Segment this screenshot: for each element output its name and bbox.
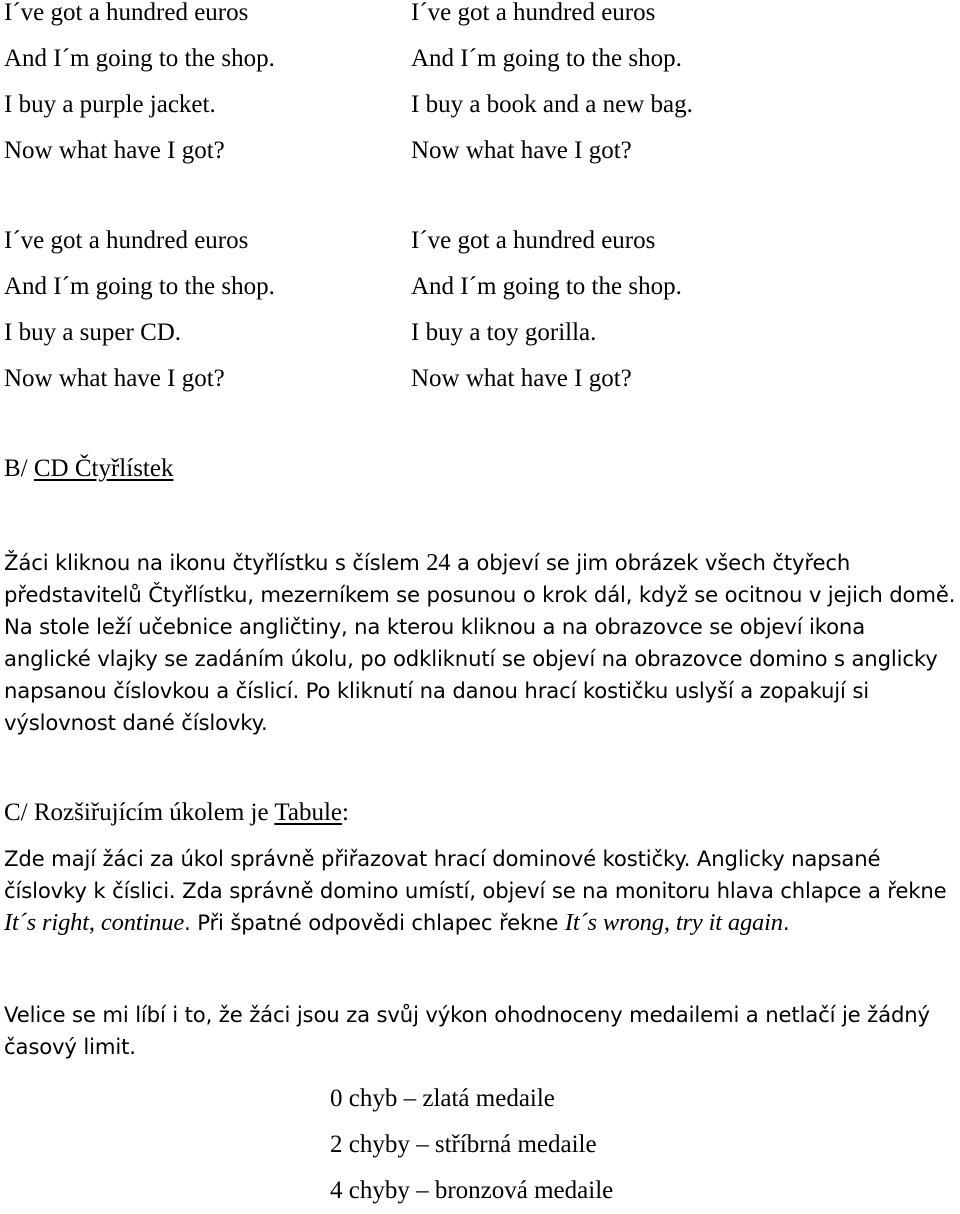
- section-c-text-c: .: [782, 910, 790, 935]
- poem-line: I buy a purple jacket.: [4, 91, 216, 118]
- poem-line: And I´m going to the shop.: [411, 273, 682, 300]
- poem-verse-2: [411, 0, 693, 174]
- poem-verse-3: [4, 218, 275, 402]
- medal-silver: 2 chyby – stříbrná medaile: [330, 1131, 597, 1158]
- section-b-text-a: Žáci kliknou na ikonu čtyřlístku s číslem: [4, 550, 427, 575]
- medal-bronze: 4 chyby – bronzová medaile: [330, 1177, 614, 1204]
- poem-line: Now what have I got?: [411, 365, 632, 392]
- poem-line: And I´m going to the shop.: [4, 273, 275, 300]
- poem-line: Now what have I got?: [4, 365, 225, 392]
- section-c-suffix: :: [342, 799, 349, 826]
- section-c-heading: [4, 798, 349, 828]
- poem-verse-4: [411, 218, 682, 402]
- section-c-paragraph: [4, 843, 956, 939]
- section-b-heading: [4, 454, 173, 484]
- poem-line: Now what have I got?: [411, 137, 632, 164]
- section-c-text-a: Zde mají žáci za úkol správně přiřazovat hrací dominové kostičky. Anglicky napsané číslovky k číslici. Zda správně domino umístí, objeví se na monitoru hlava chlapce a řekne: [4, 846, 947, 903]
- section-b-text-b: a objeví se jim obrázek všech čtyřech představitelů Čtyřlístku, mezerníkem se posunou o krok dál, když se ocitnou v jejich domě. Na stole leží učebnice angličtiny, na kterou kliknou a na obrazovce se objeví ikona anglické vlajky se zadáním úkolu, po odkliknutí se objeví na obrazovce domino s anglicky napsanou číslovkou a číslicí. Po kliknutí na danou hrací kostičku uslyší a zopakují si výslovnost dané číslovky.: [4, 550, 956, 735]
- poem-line: And I´m going to the shop.: [411, 45, 682, 72]
- poem-line: And I´m going to the shop.: [4, 45, 275, 72]
- section-b-prefix: B/: [4, 455, 34, 482]
- section-b-paragraph: [4, 547, 956, 739]
- poem-verse-1: [4, 0, 275, 174]
- section-b-title: CD Čtyřlístek: [33, 455, 174, 482]
- section-c-prefix: C/ Rozšiřujícím úkolem je: [4, 799, 275, 826]
- poem-line: I buy a super CD.: [4, 319, 182, 346]
- medal-list: [330, 1076, 613, 1214]
- poem-line: Now what have I got?: [4, 137, 225, 164]
- section-b-number: 24: [426, 549, 451, 576]
- poem-line: I´ve got a hundred euros: [411, 0, 656, 26]
- poem-line: I´ve got a hundred euros: [4, 0, 249, 26]
- closing-text: Velice se mi líbí i to, že žáci jsou za svůj výkon ohodnoceny medailemi a netlačí je žádný časový limit.: [4, 1002, 930, 1059]
- poem-line: I buy a book and a new bag.: [411, 91, 693, 118]
- poem-line: I buy a toy gorilla.: [411, 319, 597, 346]
- poem-line: I´ve got a hundred euros: [411, 227, 656, 254]
- poem-line: I´ve got a hundred euros: [4, 227, 249, 254]
- medal-gold: 0 chyb – zlatá medaile: [330, 1085, 555, 1112]
- section-c-title: Tabule: [274, 799, 343, 826]
- section-c-quote-right: It´s right, continue: [4, 909, 185, 936]
- section-c-text-b: . Při špatné odpovědi chlapec řekne: [184, 910, 565, 935]
- section-c-quote-wrong: It´s wrong, try it again: [564, 909, 783, 936]
- closing-paragraph: [4, 999, 956, 1063]
